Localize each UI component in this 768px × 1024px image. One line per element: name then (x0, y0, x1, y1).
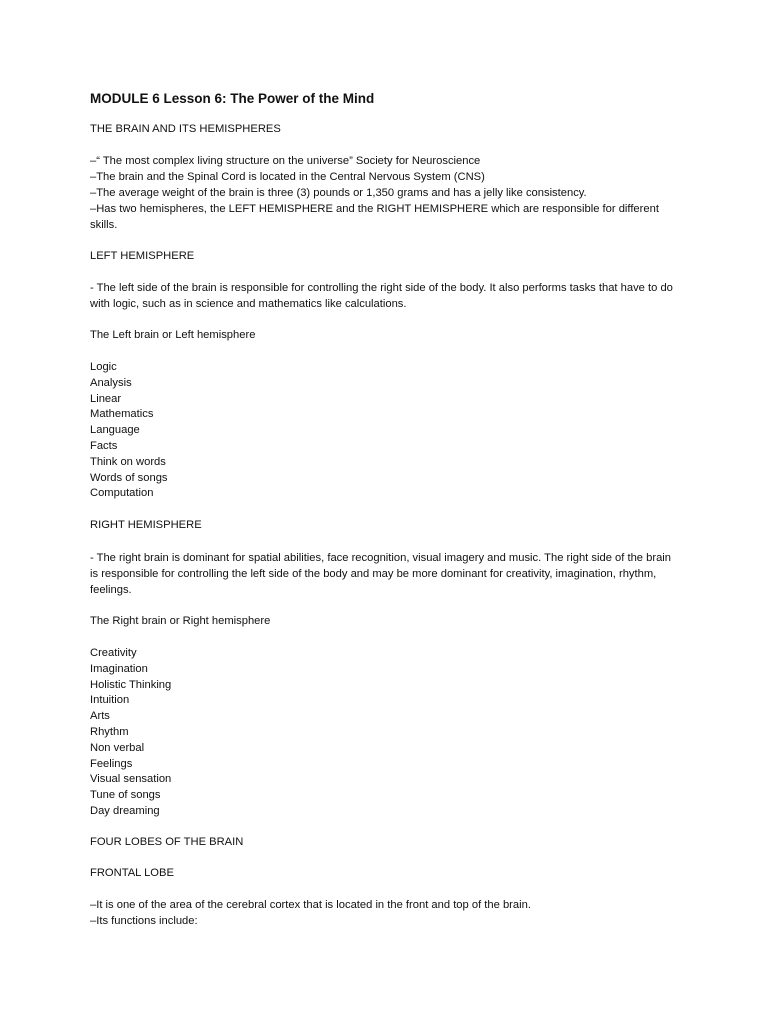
list-item: Words of songs (90, 471, 168, 484)
frontal-line-1: –It is one of the area of the cerebral cortex that is located in the front and top of the brain. (90, 899, 531, 911)
right-hemisphere-description: - The right brain is dominant for spatial abilities, face recognition, visual imagery and music. The right side of the brain is responsible for controlling the left side of the body and may be more dominant for creativity, imagination, rhythm, feelings. (90, 552, 672, 596)
section-heading-brain: THE BRAIN AND ITS HEMISPHERES (90, 123, 281, 135)
list-item: Imagination (90, 662, 148, 675)
list-item: Holistic Thinking (90, 678, 172, 691)
left-list-title: The Left brain or Left hemisphere (90, 329, 256, 341)
section-heading-frontal-lobe: FRONTAL LOBE (90, 867, 174, 879)
list-item: Linear (90, 392, 122, 405)
right-hemisphere-list (90, 646, 171, 820)
section-heading-left-hemisphere: LEFT HEMISPHERE (90, 250, 195, 262)
brain-line-1: –“ The most complex living structure on the universe” Society for Neuroscience (90, 155, 481, 167)
left-hemisphere-list (90, 360, 168, 502)
list-item: Facts (90, 439, 118, 452)
brain-line-4: –Has two hemispheres, the LEFT HEMISPHERE and the RIGHT HEMISPHERE which are responsible for different skills. (90, 203, 659, 231)
list-item: Creativity (90, 647, 137, 659)
list-item: Non verbal (90, 741, 145, 754)
list-item: Think on words (90, 455, 166, 468)
section-heading-four-lobes: FOUR LOBES OF THE BRAIN (90, 836, 244, 848)
brain-line-3: –The average weight of the brain is three (3) pounds or 1,350 grams and has a jelly like consistency. (90, 187, 587, 199)
list-item: Tune of songs (90, 789, 161, 802)
list-item: Day dreaming (90, 804, 160, 817)
list-item: Intuition (90, 694, 130, 707)
brain-line-2: –The brain and the Spinal Cord is located in the Central Nervous System (CNS) (90, 171, 485, 183)
list-item: Analysis (90, 376, 132, 389)
list-item: Rhythm (90, 725, 129, 738)
right-list-title: The Right brain or Right hemisphere (90, 615, 271, 627)
frontal-line-2: –Its functions include: (90, 915, 198, 927)
list-item: Language (90, 424, 140, 437)
list-item: Arts (90, 710, 110, 723)
list-item: Computation (90, 487, 154, 500)
list-item: Feelings (90, 757, 133, 770)
page-title: MODULE 6 Lesson 6: The Power of the Mind (90, 91, 375, 106)
list-item: Visual sensation (90, 773, 172, 786)
list-item: Logic (90, 361, 117, 373)
section-heading-right-hemisphere: RIGHT HEMISPHERE (90, 519, 202, 531)
list-item: Mathematics (90, 408, 154, 421)
left-hemisphere-description: - The left side of the brain is responsible for controlling the right side of the body. It also performs tasks that have to do with logic, such as in science and mathematics like calculations. (90, 282, 673, 310)
